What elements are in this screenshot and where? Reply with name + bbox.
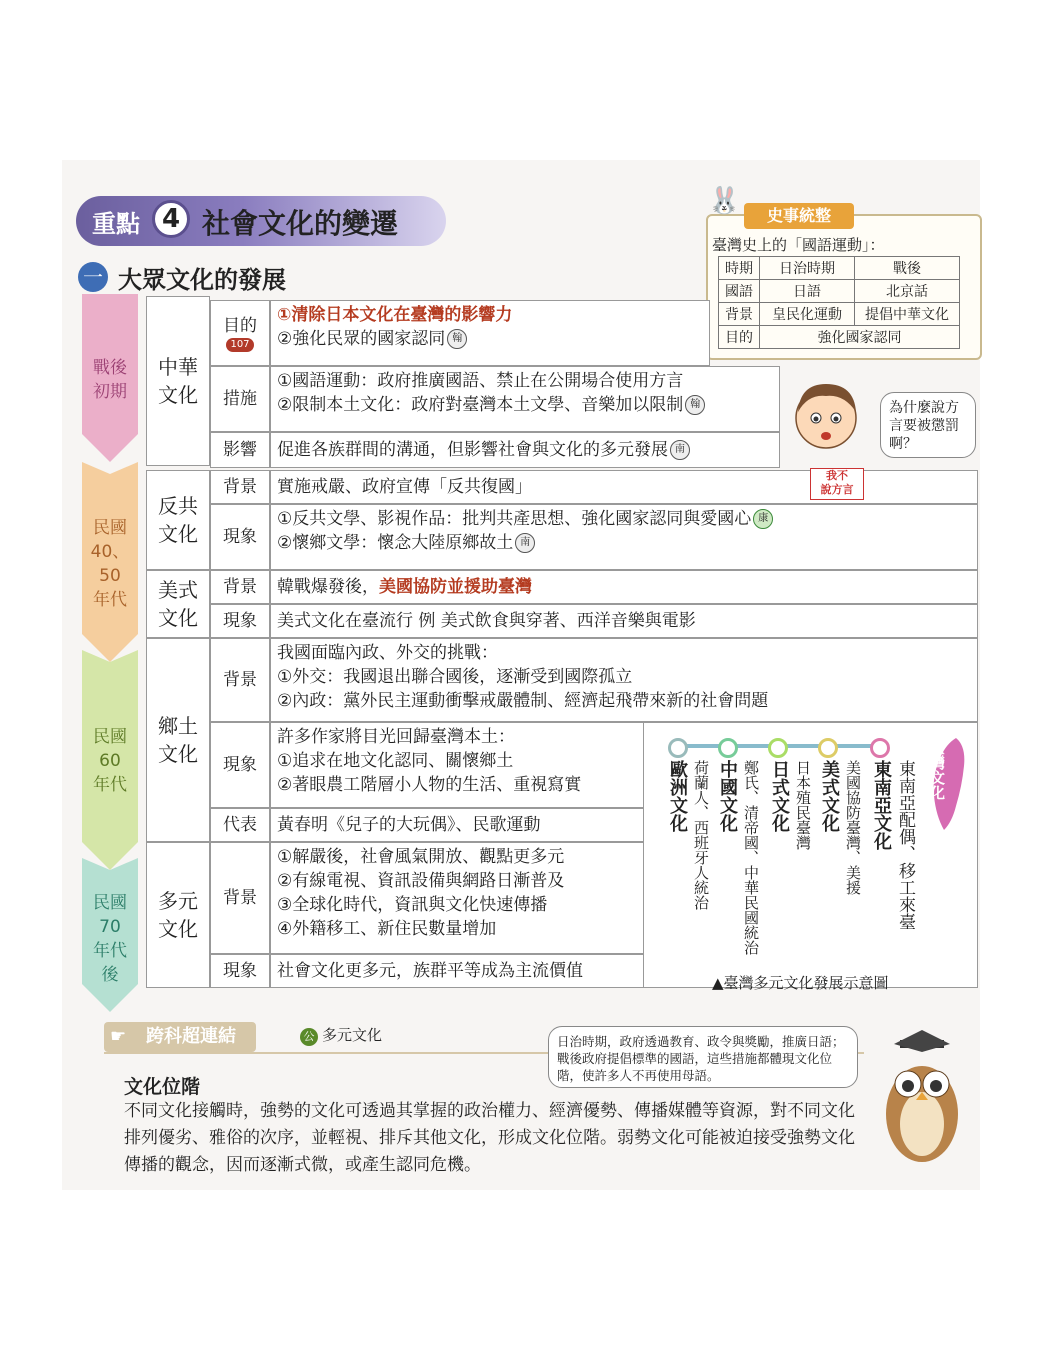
xiangtu-phenomenon: 許多作家將目光回歸臺灣本土： ①追求在地文化認同、關懷鄉土 ②著眼農工階層小人物的生活、重視寫實	[270, 722, 644, 808]
civics-icon: 公	[300, 1028, 318, 1046]
impact-content: 促進各族群間的溝通，但影響社會與文化的多元發展 南	[270, 432, 780, 468]
label-phenomenon: 現象	[210, 954, 270, 988]
culture-column-sub: 荷蘭人、西班牙人統治	[692, 760, 710, 910]
label-phenomenon: 現象	[210, 722, 270, 808]
node-marker	[818, 738, 838, 758]
label-background: 背景	[210, 638, 270, 722]
bunny-icon: 🐰	[708, 186, 741, 216]
table-cell: 提倡中華文化	[855, 303, 960, 326]
category-zhonghua: 中華 文化	[146, 296, 210, 466]
boy-illustration	[788, 378, 864, 464]
label-impact: 影響	[210, 432, 270, 468]
table-row	[719, 280, 960, 303]
node-marker	[718, 738, 738, 758]
culture-column-main: 中國文化	[717, 760, 738, 832]
header-tag: 重點	[92, 210, 140, 238]
cross-link-title: 文化位階	[124, 1076, 201, 1098]
era-label-postwar: 戰後 初期	[93, 358, 127, 402]
category-duoyuan: 多元 文化	[146, 842, 210, 988]
label-measures: 措施	[210, 366, 270, 432]
fangong-background: 實施戒嚴、政府宣傳「反共復國」	[270, 470, 978, 504]
cross-link-heading: 跨科超連結	[104, 1022, 256, 1052]
node-marker	[668, 738, 688, 758]
table-row	[719, 326, 960, 349]
history-summary-title: 史事統整	[744, 203, 854, 229]
table-cell: 國語	[719, 280, 760, 303]
table-row	[719, 303, 960, 326]
history-summary-intro: 臺灣史上的「國語運動」：	[712, 236, 885, 254]
label-phenomenon: 現象	[210, 604, 270, 638]
era-label-70s: 民國 70 年代 後	[93, 893, 127, 985]
culture-column-sub: 東南亞配偶、移工來臺	[895, 760, 915, 930]
section-title: 大眾文化的發展	[118, 266, 286, 294]
label-representative: 代表	[210, 808, 270, 842]
cross-link-body: 不同文化接觸時，強勢的文化可透過其掌握的政治權力、經濟優勢、傳播媒體等資源，對不同文化排列優劣、雅俗的次序，並輕視、排斥其他文化，形成文化位階。弱勢文化可能被迫接受強勢文化傳播的觀念，因而逐漸式微，或產生認同危機。	[124, 1101, 855, 1175]
publisher-badge: 南	[515, 533, 535, 553]
node-marker	[870, 738, 890, 758]
measures-content	[270, 366, 780, 432]
header-number: 4	[152, 200, 190, 238]
table-cell: 背景	[719, 303, 760, 326]
table-cell: 北京話	[855, 280, 960, 303]
cross-link-tag: 公 多元文化	[300, 1024, 382, 1046]
table-cell: 時期	[719, 257, 760, 280]
node-marker	[768, 738, 788, 758]
no-dialect-sign: 我不 說方言	[810, 468, 864, 500]
goal-item-1: ①清除日本文化在臺灣的影響力	[277, 305, 513, 325]
owl-illustration	[870, 1024, 974, 1174]
owl-speech-bubble: 日治時期，政府透過教育、政令與獎勵，推廣日語；戰後政府提倡標準的國語，這些措施都體現文化位階，使許多人不再使用母語。	[548, 1026, 858, 1088]
label-background: 背景	[210, 842, 270, 954]
culture-column-sub: 美國協防臺灣、美援	[844, 760, 862, 895]
measures-item-2: ②限制本土文化：政府對臺灣本土文學、音樂加以限制	[277, 395, 684, 415]
category-fangong: 反共 文化	[146, 470, 210, 570]
culture-column-sub: 日本殖民臺灣	[794, 760, 812, 850]
table-row	[719, 257, 960, 280]
table-cell: 日治時期	[760, 257, 855, 280]
pointing-hand-icon: ☛	[110, 1026, 127, 1047]
era-label-60s: 民國 60 年代	[93, 727, 127, 795]
table-cell: 戰後	[855, 257, 960, 280]
goal-content	[270, 300, 710, 366]
culture-column-main: 歐洲文化	[667, 760, 688, 832]
culture-column-main: 美式文化	[819, 760, 840, 832]
label-background: 背景	[210, 470, 270, 504]
label-goal: 目的 107	[210, 300, 270, 366]
duoyuan-background: ①解嚴後，社會風氣開放、觀點更多元 ②有線電視、資訊設備與網路日漸普及 ③全球化時代，資訊與文化快速傳播 ④外籍移工、新住民數量增加	[270, 842, 644, 954]
duoyuan-phenomenon: 社會文化更多元，族群平等成為主流價值	[270, 954, 644, 988]
culture-column-sub: 鄭氏、清帝國、中華民國統治	[742, 760, 760, 955]
publisher-badge: 翰	[685, 395, 705, 415]
section-number: 一	[78, 262, 108, 292]
meishi-background: 韓戰爆發後，美國協防並援助臺灣	[270, 570, 978, 604]
boy-speech-bubble: 為什麼說方言要被懲罰啊？	[880, 392, 976, 458]
table-cell: 目的	[719, 326, 760, 349]
publisher-badge: 翰	[447, 329, 467, 349]
exam-badge: 107	[226, 338, 253, 352]
xiangtu-background: 我國面臨內政、外交的挑戰： ①外交：我國退出聯合國後，逐漸受到國際孤立 ②內政：黨外民主運動衝擊戒嚴體制、經濟起飛帶來新的社會問題	[270, 638, 978, 722]
publisher-badge: 南	[670, 440, 690, 460]
culture-column-main: 東南亞文化	[871, 760, 892, 850]
table-cell: 日語	[760, 280, 855, 303]
category-xiangtu: 鄉土 文化	[146, 638, 210, 842]
table-cell: 皇民化運動	[760, 303, 855, 326]
page-title: 社會文化的變遷	[202, 207, 399, 240]
xiangtu-representative: 黃春明《兒子的大玩偶》、民歌運動	[270, 808, 644, 842]
diagram-caption: ▲臺灣多元文化發展示意圖	[712, 974, 889, 992]
measures-item-1: ①國語運動：政府推廣國語、禁止在公開場合使用方言	[277, 371, 684, 391]
table-cell: 強化國家認同	[760, 326, 960, 349]
publisher-badge: 康	[753, 509, 773, 529]
era-label-40-50s: 民國 40、 50 年代	[90, 518, 130, 610]
mandarin-movement-table	[718, 256, 960, 349]
meishi-phenomenon: 美式文化在臺流行 例 美式飲食與穿著、西洋音樂與電影	[270, 604, 978, 638]
label-phenomenon: 現象	[210, 504, 270, 570]
taiwan-culture-label: 臺灣文化	[928, 740, 946, 800]
label-background: 背景	[210, 570, 270, 604]
fangong-phenomenon: ①反共文學、影視作品：批判共產思想、強化國家認同與愛國心 康 ②懷鄉文學：懷念大陸原鄉故土 南	[270, 504, 978, 570]
category-meishi: 美式 文化	[146, 570, 210, 638]
culture-column-main: 日式文化	[769, 760, 790, 832]
goal-item-2: ②強化民眾的國家認同	[277, 329, 446, 349]
